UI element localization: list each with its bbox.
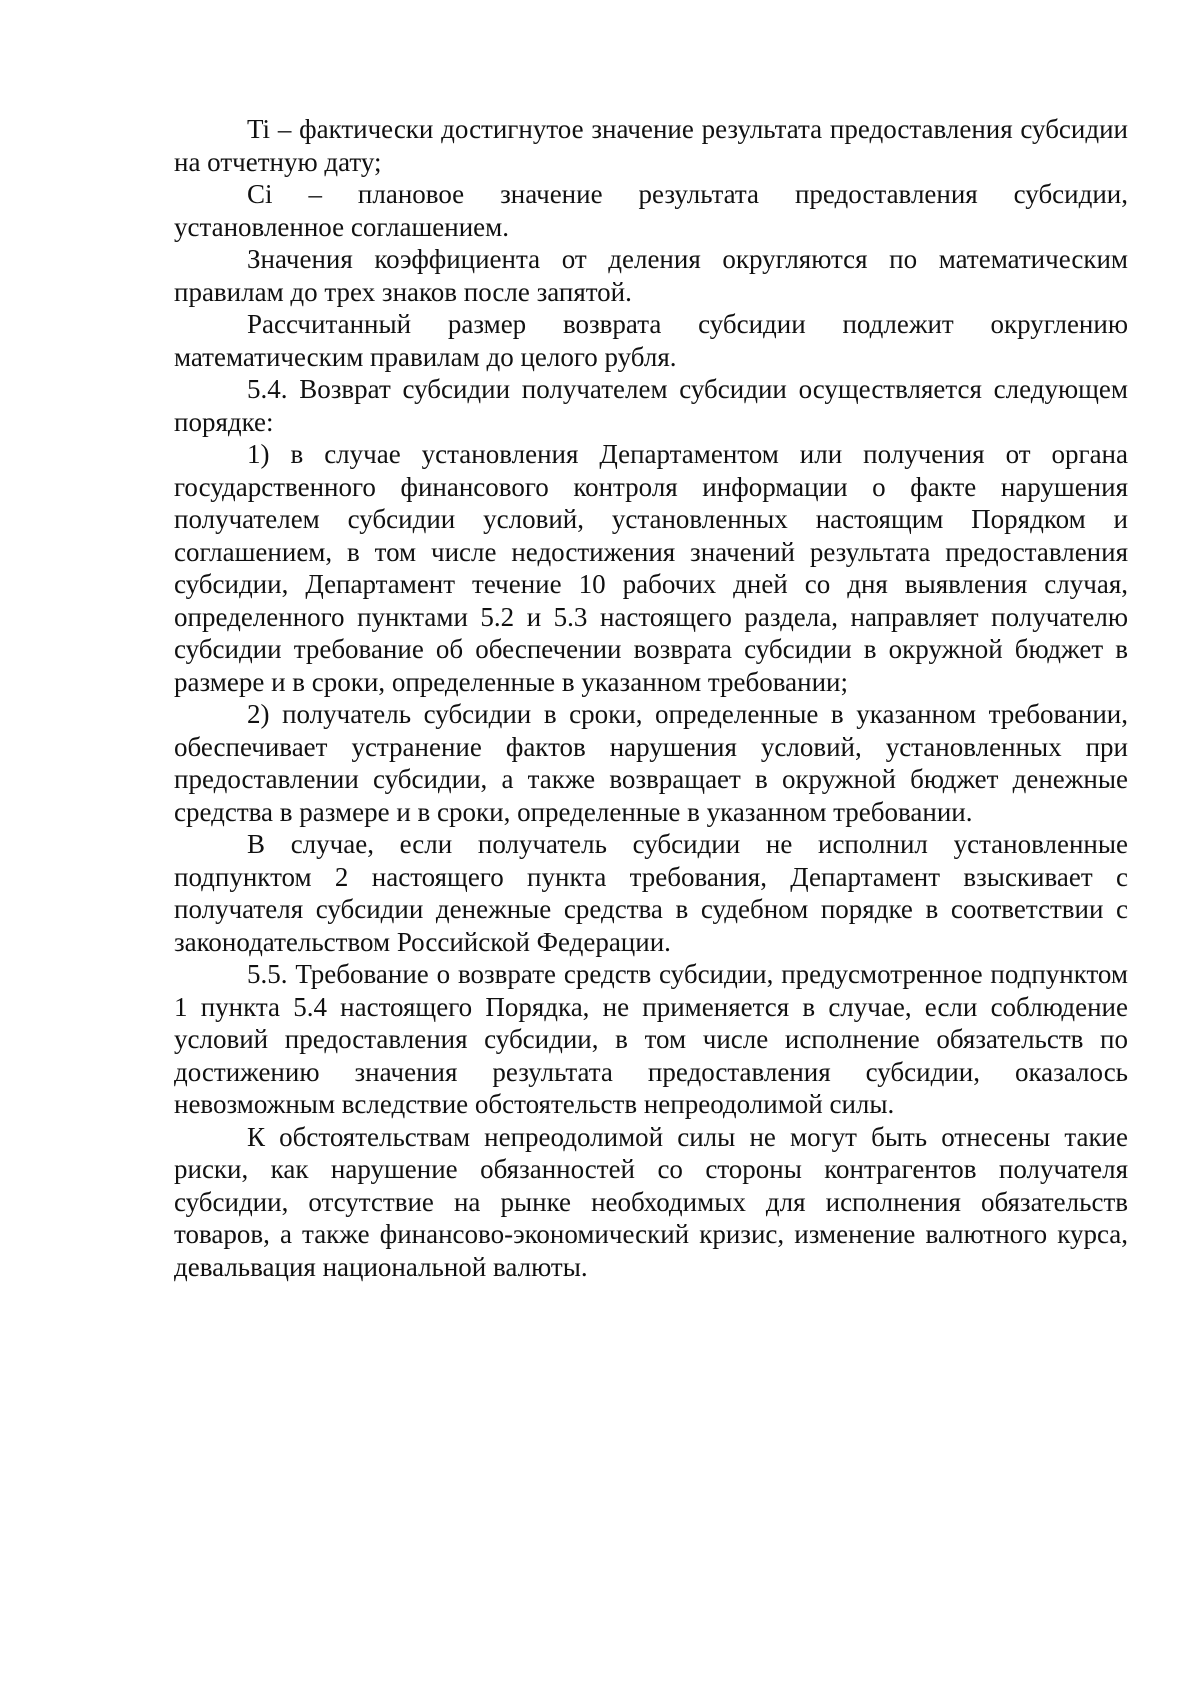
paragraph-refund-rounding: Рассчитанный размер возврата субсидии подлежит округлению математическим правилам до целого рубля. [174, 309, 1128, 372]
paragraph-ti-definition: Ti – фактически достигнутое значение результата предоставления субсидии на отчетную дату; [174, 114, 1128, 177]
paragraph-item-2: 2) получатель субсидии в сроки, определенные в указанном требовании, обеспечивает устранение фактов нарушения условий, установленных при предоставлении субсидии, а также возвращает в окружной бюджет денежные средства в размере и в сроки, определенные в указанном требовании. [174, 699, 1128, 827]
paragraph-item-1: 1) в случае установления Департаментом или получения от органа государственного финансового контроля информации о факте нарушения получателем субсидии условий, установленных настоящим Порядком и соглашением, в том числе недостижения значений результата предоставления субсидии, Департамент течение 10 рабочих дней со дня выявления случая, определенного пунктами 5.2 и 5.3 настоящего раздела, направляет получателю субсидии требование об обеспечении возврата субсидии в окружной бюджет в размере и в сроки, определенные в указанном требовании; [174, 439, 1128, 697]
document-body [174, 113, 1128, 1283]
paragraph-court-recovery: В случае, если получатель субсидии не исполнил установленные подпунктом 2 настоящего пункта требования, Департамент взыскивает с получателя субсидии денежные средства в судебном порядке в соответствии с законодательством Российской Федерации. [174, 829, 1128, 957]
paragraph-force-majeure: К обстоятельствам непреодолимой силы не могут быть отнесены такие риски, как нарушение обязанностей со стороны контрагентов получателя субсидии, отсутствие на рынке необходимых для исполнения обязательств товаров, а также финансово-экономический кризис, изменение валютного курса, девальвация национальной валюты. [174, 1121, 1128, 1282]
paragraph-coefficient-rounding: Значения коэффициента от деления округляются по математическим правилам до трех знаков после запятой. [174, 244, 1128, 307]
paragraph-section-5-5: 5.5. Требование о возврате средств субсидии, предусмотренное подпунктом 1 пункта 5.4 настоящего Порядка, не применяется в случае, если соблюдение условий предоставления субсидии, в том числе исполнение обязательств по достижению значения результата предоставления субсидии, оказалось невозможным вследствие обстоятельств непреодолимой силы. [174, 959, 1128, 1119]
paragraph-ci-definition: Ci – плановое значение результата предоставления субсидии, установленное соглашением. [174, 179, 1128, 242]
paragraph-section-5-4: 5.4. Возврат субсидии получателем субсидии осуществляется следующем порядке: [174, 374, 1128, 437]
